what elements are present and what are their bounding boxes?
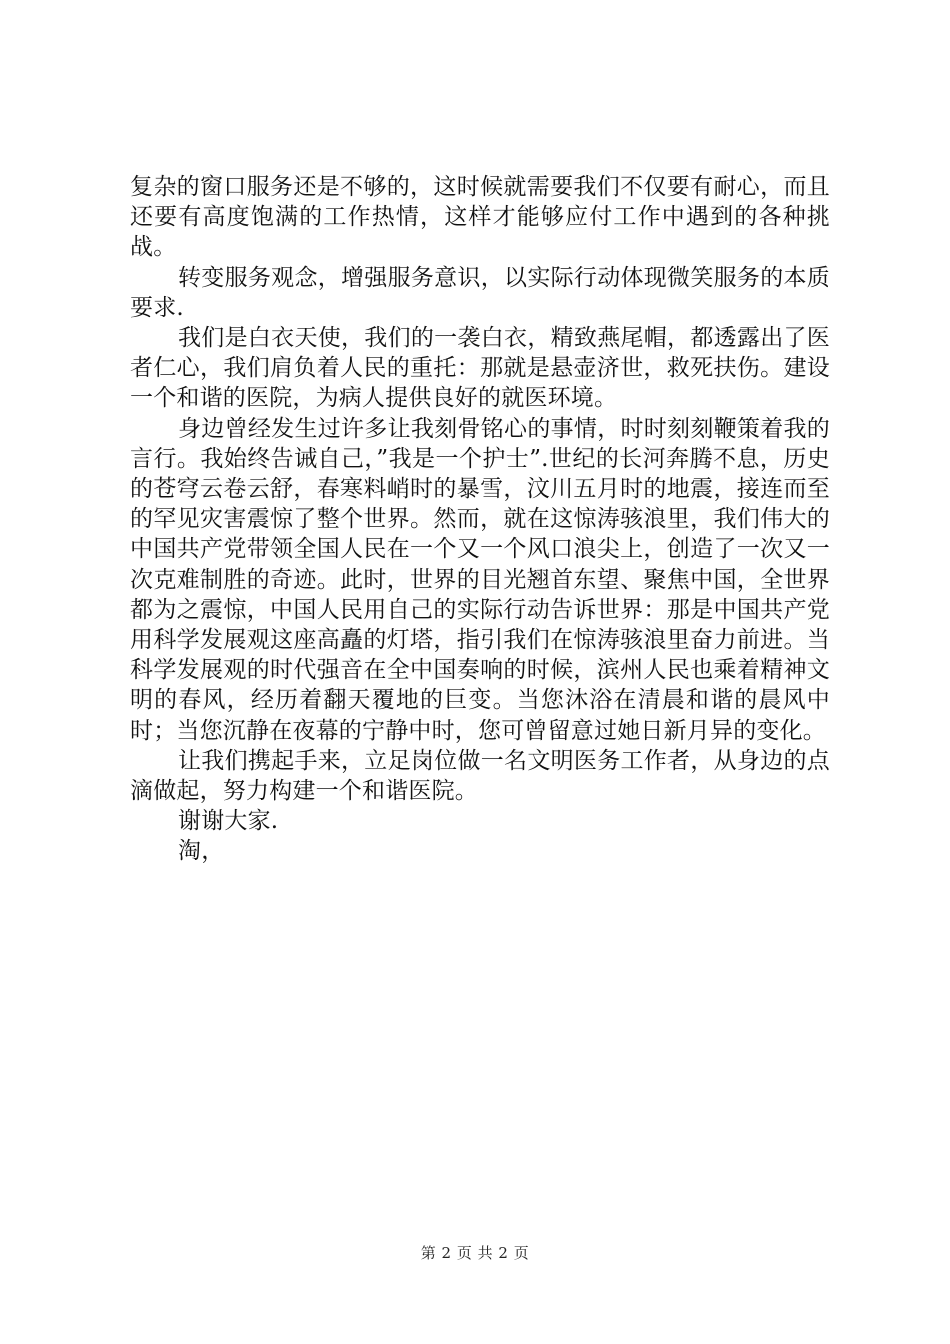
- paragraph-2: 转变服务观念，增强服务意识，以实际行动体现微笑服务的本质要求.: [130, 264, 830, 321]
- document-body: [130, 172, 830, 867]
- paragraph-3: 我们是白衣天使，我们的一袭白衣，精致燕尾帽，都透露出了医者仁心，我们肩负着人民的重托：那就是悬壶济世，救死扶伤。建设一个和谐的医院，为病人提供良好的就医环境。: [130, 325, 830, 412]
- page-number-footer: 第 2 页 共 2 页: [420, 1244, 530, 1262]
- paragraph-5: 让我们携起手来，立足岗位做一名文明医务工作者，从身边的点滴做起，努力构建一个和谐医院。: [130, 747, 830, 805]
- paragraph-6: 谢谢大家.: [178, 808, 279, 835]
- paragraph-4: 身边曾经发生过许多让我刻骨铭心的事情，时时刻刻鞭策着我的言行。我始终告诫自己，”我是一个护士”.世纪的长河奔腾不息，历史的苍穹云卷云舒，春寒料峭时的暴雪，汶川五月时的地震，接连而至的罕见灾害震惊了整个世界。然而，就在这惊涛骇浪里，我们伟大的中国共产党带领全国人民在一个又一个风口浪尖上，创造了一次又一次克难制胜的奇迹。此时，世界的目光翘首东望、聚焦中国，全世界都为之震惊，中国人民用自己的实际行动告诉世界：那是中国共产党用科学发展观这座高矗的灯塔，指引我们在惊涛骇浪里奋力前进。当科学发展观的时代强音在全中国奏响的时候，滨州人民也乘着精神文明的春风，经历着翻天覆地的巨变。当您沐浴在清晨和谐的晨风中时；当您沉静在夜幕的宁静中时，您可曾留意过她日新月异的变化。: [130, 415, 830, 744]
- paragraph-1: 复杂的窗口服务还是不够的，这时候就需要我们不仅要有耐心，而且还要有高度饱满的工作热情，这样才能够应付工作中遇到的各种挑战。: [130, 174, 830, 261]
- paragraph-7: 淘，: [178, 838, 225, 865]
